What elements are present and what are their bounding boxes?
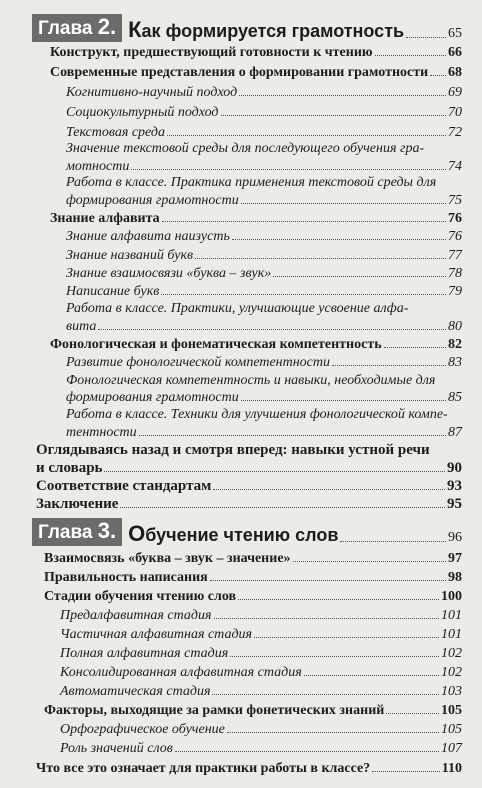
toc-entry: Фонологическая и фонематическая компетентность 82 [50, 337, 462, 352]
chapter-2-heading [32, 14, 462, 42]
toc-entry: Современные представления о формировании грамотности 68 [50, 65, 462, 80]
toc-entry: Роль значений слов 107 [60, 741, 462, 756]
chapter-3-heading [32, 518, 462, 546]
toc-entry: Факторы, выходящие за рамки фонетических знаний 105 [44, 703, 462, 718]
toc-entry: Знание названий букв 77 [66, 248, 462, 263]
chapter-3-title: Обучение чтению слов [128, 521, 339, 546]
chapter-3-page: 96 [448, 530, 462, 545]
toc-entry: формирования грамотности 75 [66, 193, 462, 208]
toc-entry: Предалфавитная стадия 101 [60, 608, 462, 623]
toc-entry: Текстовая среда 72 [66, 125, 462, 140]
toc-entry: Написание букв 79 [66, 284, 462, 299]
toc-entry-line1: Значение текстовой среды для последующего обучения гра- [66, 141, 425, 156]
toc-entry: Социокультурный подход 70 [66, 105, 462, 120]
toc-entry: Полная алфавитная стадия 102 [60, 646, 462, 661]
toc-entry: Знание алфавита наизусть 76 [66, 229, 462, 244]
toc-entry: Знание взаимосвязи «буква – звук» 78 [66, 266, 462, 281]
toc-entry: Частичная алфавитная стадия 101 [60, 627, 462, 642]
toc-entry: Правильность написания 98 [44, 570, 462, 585]
toc-entry: Консолидированная алфавитная стадия 102 [60, 665, 462, 680]
toc-entry: формирования грамотности 85 [66, 390, 462, 405]
chapter-2-badge: Глава 2. [32, 14, 122, 42]
toc-entry-line1: Работа в классе. Техники для улучшения фонологической компе- [66, 407, 448, 422]
toc-entry: Знание алфавита 76 [50, 211, 462, 226]
toc-entry: вита 80 [66, 319, 462, 334]
toc-entry: Автоматическая стадия 103 [60, 684, 462, 699]
toc-entry-line1: Оглядываясь назад и смотря вперед: навыки устной речи [36, 442, 430, 458]
toc-entry: Заключение 95 [36, 496, 462, 512]
chapter-3-badge: Глава 3. [32, 518, 122, 546]
toc-entry: Орфографическое обучение 105 [60, 722, 462, 737]
toc-entry: Стадии обучения чтению слов 100 [44, 589, 462, 604]
toc-entry: Конструкт, предшествующий готовности к чтению 66 [50, 45, 462, 60]
toc-entry: Взаимосвязь «буква – звук – значение» 97 [44, 551, 462, 566]
toc-entry: Что все это означает для практики работы в классе? 110 [36, 761, 462, 776]
toc-entry: Когнитивно-научный подход 69 [66, 85, 462, 100]
chapter-2-title: Как формируется грамотность [128, 17, 405, 42]
chapter-2-page: 65 [448, 26, 462, 41]
toc-entry: Развитие фонологической компетентности 83 [66, 355, 462, 370]
toc-entry: мотности 74 [66, 159, 462, 174]
toc-entry-line1: Фонологическая компетентность и навыки, необходимые для [66, 373, 436, 388]
toc-entry-line1: Работа в классе. Практики, улучшающие усвоение алфа- [66, 301, 409, 316]
toc-entry: тентности 87 [66, 425, 462, 440]
toc-entry-line1: Работа в классе. Практика применения текстовой среды для [66, 175, 437, 190]
toc-entry: Соответствие стандартам 93 [36, 478, 462, 494]
toc-entry: и словарь 90 [36, 460, 462, 476]
